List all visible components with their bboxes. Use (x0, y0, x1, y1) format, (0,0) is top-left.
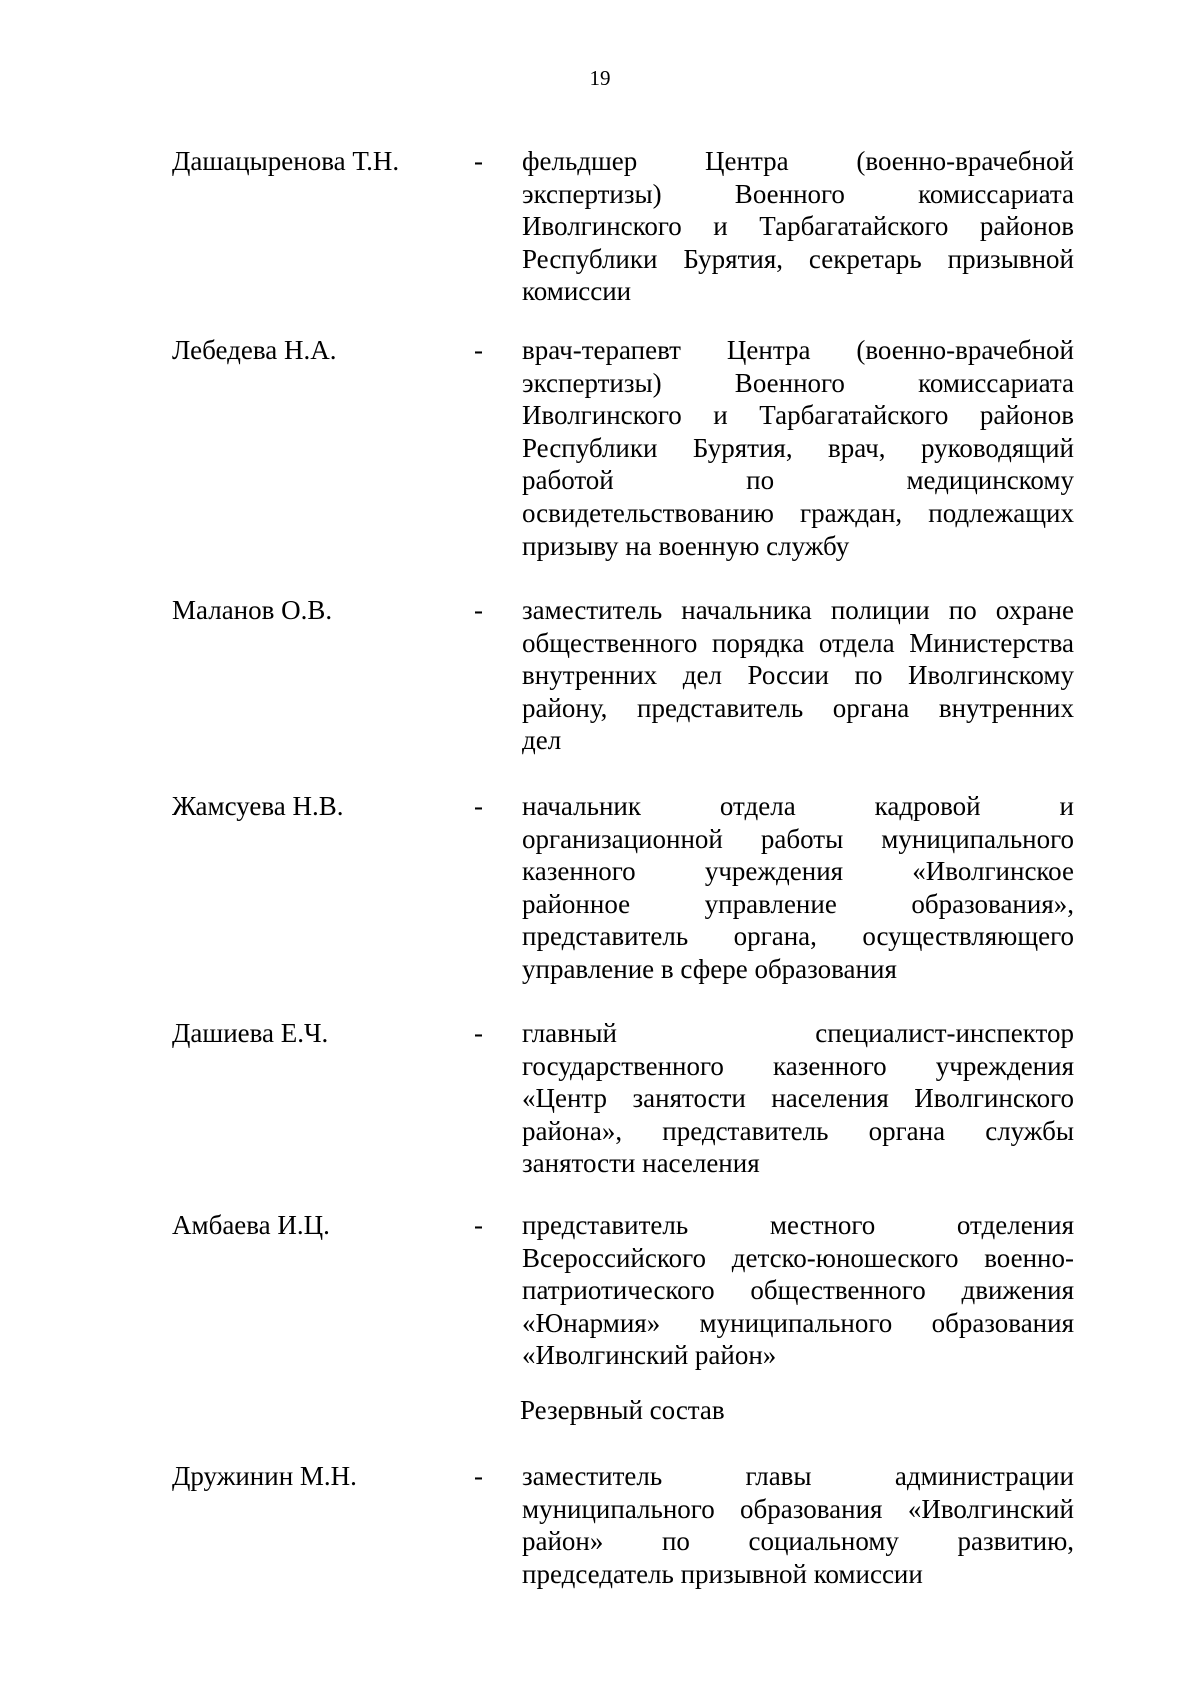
description-line: заместитель главы администрации (522, 1461, 1074, 1491)
description-line: район» по социальному развитию, (522, 1526, 1074, 1557)
description-line: Всероссийского детско-юношеского военно- (522, 1242, 1074, 1273)
member-description (522, 334, 1074, 562)
member-name: Жамсуева Н.В. (172, 791, 344, 821)
member-name: Лебедева Н.А. (172, 335, 337, 365)
member-name: Амбаева И.Ц. (172, 1210, 330, 1240)
member-dash: - (474, 1461, 483, 1491)
description-line: управление в сфере образования (522, 953, 897, 984)
member-description (522, 790, 1074, 986)
description-line: фельдшер Центра (военно-врачебной (522, 146, 1074, 176)
description-line: председатель призывной комиссии (522, 1558, 923, 1589)
member-description (522, 594, 1074, 757)
member-name: Дашацыренова Т.Н. (172, 146, 400, 176)
description-line: главный специалист-инспектор (522, 1018, 1074, 1048)
description-line: дел (522, 725, 562, 756)
description-line: «Юнармия» муниципального образования (522, 1307, 1074, 1338)
description-line: «Иволгинский район» (522, 1340, 777, 1371)
description-line: района», представитель органа службы (522, 1115, 1074, 1146)
description-line: «Центр занятости населения Иволгинского (522, 1083, 1074, 1114)
description-line: муниципального образования «Иволгинский (522, 1493, 1074, 1524)
description-line: представитель органа, осуществляющего (522, 921, 1074, 952)
member-description (522, 1209, 1074, 1372)
member-description (522, 1017, 1074, 1180)
member-dash: - (474, 595, 483, 625)
reserve-heading: Резервный состав (520, 1395, 725, 1425)
member-name: Маланов О.В. (172, 595, 333, 625)
description-line: занятости населения (522, 1148, 760, 1179)
description-line: врач-терапевт Центра (военно-врачебной (522, 335, 1074, 365)
member-dash: - (474, 1018, 483, 1048)
description-line: внутренних дел России по Иволгинскому (522, 660, 1074, 691)
description-line: казенного учреждения «Иволгинское (522, 856, 1074, 887)
page-number: 19 (589, 66, 611, 90)
description-line: представитель местного отделения (522, 1210, 1074, 1240)
description-line: Иволгинского и Тарбагатайского районов (522, 211, 1074, 242)
member-description (522, 145, 1074, 308)
member-description (522, 1460, 1074, 1590)
description-line: районное управление образования», (522, 888, 1074, 919)
member-name: Дружинин М.Н. (172, 1461, 357, 1491)
description-line: начальник отдела кадровой и (522, 791, 1074, 821)
description-line: работой по медицинскому (522, 465, 1074, 496)
member-dash: - (474, 146, 483, 176)
description-line: Республики Бурятия, секретарь призывной (522, 243, 1074, 274)
member-name: Дашиева Е.Ч. (172, 1018, 329, 1048)
description-line: экспертизы) Военного комиссариата (522, 367, 1074, 398)
description-line: государственного казенного учреждения (522, 1050, 1074, 1081)
description-line: общественного порядка отдела Министерства (522, 627, 1074, 658)
description-line: освидетельствованию граждан, подлежащих (522, 497, 1074, 528)
member-dash: - (474, 335, 483, 365)
description-line: Иволгинского и Тарбагатайского районов (522, 400, 1074, 431)
description-line: организационной работы муниципального (522, 823, 1074, 854)
description-line: Республики Бурятия, врач, руководящий (522, 432, 1074, 463)
description-line: заместитель начальника полиции по охране (522, 595, 1074, 625)
member-dash: - (474, 1210, 483, 1240)
description-line: комиссии (522, 276, 632, 307)
description-line: патриотического общественного движения (522, 1275, 1074, 1306)
description-line: экспертизы) Военного комиссариата (522, 178, 1074, 209)
description-line: району, представитель органа внутренних (522, 692, 1074, 723)
member-dash: - (474, 791, 483, 821)
description-line: призыву на военную службу (522, 530, 850, 561)
